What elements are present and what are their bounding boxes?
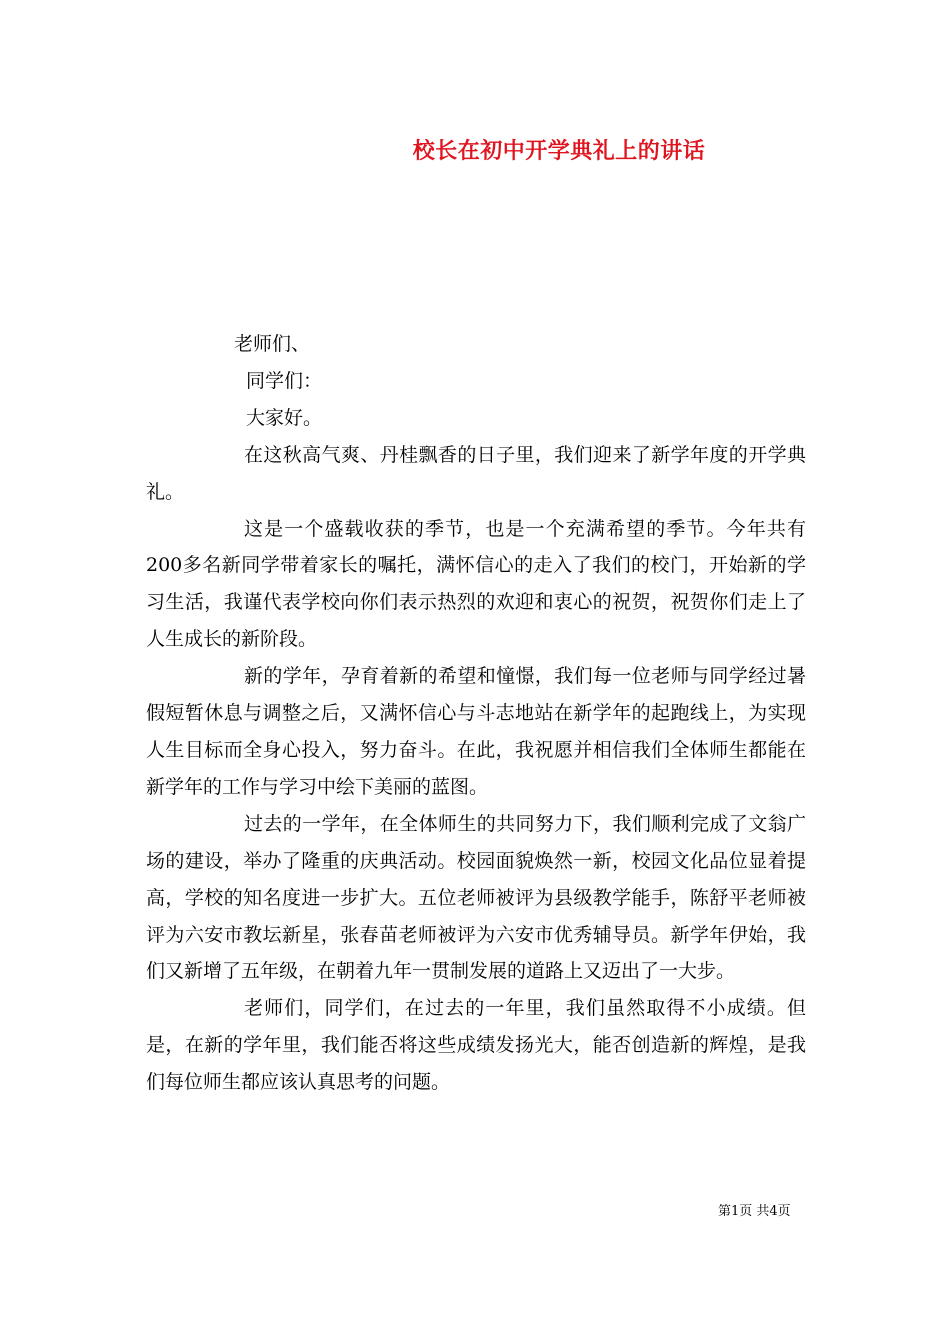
paragraph-reflection: 老师们，同学们，在过去的一年里，我们虽然取得不小成绩。但是，在新的学年里，我们能否将这些成绩发扬光大，能否创造新的辉煌，是我们每位师生都应该认真思考的问题。: [146, 997, 806, 1094]
document-body: [146, 326, 806, 1101]
salutation-hello: 大家好。: [246, 406, 323, 429]
salutation-students: 同学们：: [246, 369, 323, 392]
salutation-teachers: 老师们、: [234, 333, 311, 355]
paragraph-welcome: 这是一个盛载收获的季节，也是一个充满希望的季节。今年共有200多名新同学带着家长的嘱托，满怀信心的走入了我们的校门，开始新的学习生活，我谨代表学校向你们表示热烈的欢迎和衷心的祝贺，祝贺你们走上了人生成长的新阶段。: [146, 517, 806, 651]
paragraph-achievements: 过去的一学年，在全体师生的共同努力下，我们顺利完成了文翁广场的建设，举办了隆重的庆典活动。校园面貌焕然一新，校园文化品位显着提高，学校的知名度进一步扩大。五位老师被评为县级教学能手，陈舒平老师被评为六安市教坛新星，张春苗老师被评为六安市优秀辅导员。新学年伊始，我们又新增了五年级，在朝着九年一贯制发展的道路上又迈出了一大步。: [146, 812, 806, 983]
paragraph-new-year: 新的学年，孕育着新的希望和憧憬，我们每一位老师与同学经过暑假短暂休息与调整之后，又满怀信心与斗志地站在新学年的起跑线上，为实现人生目标而全身心投入，努力奋斗。在此，我祝愿并相信我们全体师生都能在新学年的工作与学习中绘下美丽的蓝图。: [146, 665, 806, 798]
paragraph-opening: 在这秋高气爽、丹桂飘香的日子里，我们迎来了新学年度的开学典礼。: [146, 443, 806, 503]
page-number: 第1页 共4页: [718, 1204, 791, 1219]
document-title: 校长在初中开学典礼上的讲话: [412, 138, 706, 164]
